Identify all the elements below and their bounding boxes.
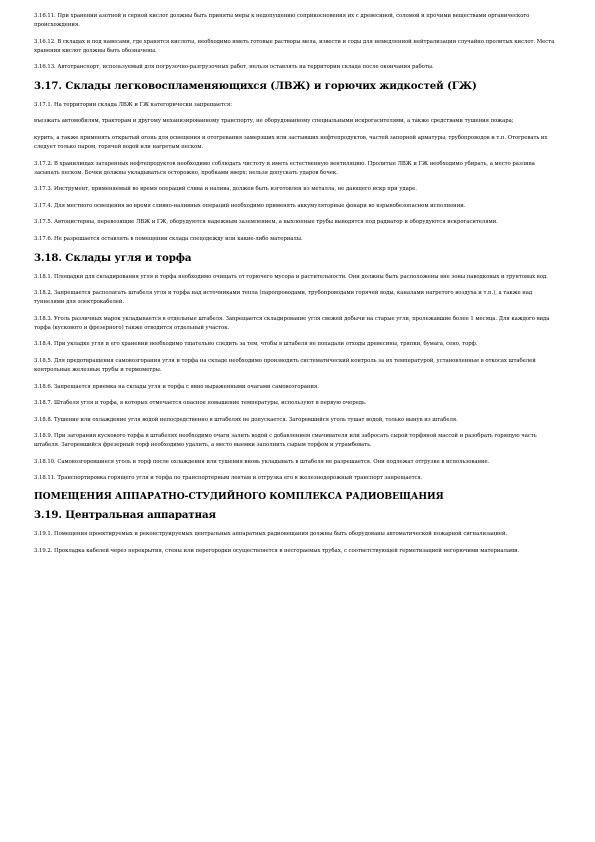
paragraph-3-19-2: 3.19.2. Прокладка кабелей через перекрытия, стены или перегородки осуществляется в несгораемых трубах, с соответствующей герметизацией негорючими материалами.	[34, 547, 520, 554]
paragraph-3-17-1-item-vehicles: въезжать автомобилям, тракторам и другому механизированному транспорту, не оборудованному специальными искрогасителями, а также средствами тушения пожара;	[34, 118, 514, 125]
paragraph-3-17-6: 3.17.6. Не разрешается оставлять в помещении склада спецодежду или какие-либо материалы.	[34, 235, 303, 242]
paragraph-3-17-4: 3.17.4. Для местного освещения во время сливно-наливных операций необходимо применять аккумуляторные фонари во взрывобезопасном исполнении.	[34, 202, 466, 209]
paragraph-3-18-11: 3.18.11. Транспортировка горящего угля и торфа по транспортерным лентам и отгрузка его в железнодорожный транспорт запрещается.	[34, 475, 423, 482]
chapter-heading-broadcasting: ПОМЕЩЕНИЯ АППАРАТНО-СТУДИЙНОГО КОМПЛЕКСА РАДИОВЕЩАНИЯ	[34, 491, 444, 503]
section-heading-3-18: 3.18. Склады угля и торфа	[34, 251, 192, 264]
paragraph-3-18-5: 3.18.5. Для предотвращения самовозгорания угля и торфа на складе необходимо производить систематический контроль за их температурой, установленные в откосах штабелей контрольные железные трубы и термометры.	[34, 357, 536, 373]
paragraph-3-18-10: 3.18.10. Самовозгоревшиеся уголь и торф после охлаждения или тушения вновь укладывать в штабеля не разрешается. Они подлежат отгрузке в использование.	[34, 458, 490, 465]
paragraph-3-18-1: 3.18.1. Площадки для складирования угля и торфа необходимо очищать от горючего мусора и растительности. Они должны быть расположены вне зоны паводковых и грунтовых вод.	[34, 273, 548, 280]
paragraph-3-17-1-item-smoking: курить, а также применять открытый огонь для освещения и отогревания замерзших или застывших нефтепродуктов, частей запорной арматуры, трубопроводов и т.п. Отогревать их следует только паром, горячей водой или нагретым песком.	[34, 134, 548, 150]
paragraph-3-18-3: 3.18.3. Уголь различных марок укладывается в отдельные штабеля. Запрещается складирование угля свежей добычи на старые угли, пролежавшие более 1 месяца. Для каждого вида торфа (кускового и фрезерного) также отводится отдельный участок.	[34, 315, 550, 331]
paragraph-3-16-11: 3.16.11. При хранении азотной и серной кислот должны быть приняты меры к недопущению соприкосновения их с древесиной, соломой и прочими веществами органического происхождения.	[34, 13, 530, 28]
paragraph-3-19-1: 3.19.1. Помещения проектируемых и реконструируемых центральных аппаратных радиовещания должны быть оборудованы автоматической пожарной сигнализацией.	[34, 531, 508, 538]
paragraph-3-16-12: 3.16.12. В складах и под навесами, где хранятся кислоты, необходимо иметь готовые растворы мела, извести и соды для немедленной нейтрализации случайно пролитых кислот. Места хранения кислот должны быть обозначены.	[34, 38, 555, 54]
paragraph-3-17-1: 3.17.1. На территории склада ЛВЖ и ГЖ категорически запрещается:	[34, 101, 232, 108]
paragraph-3-18-2: 3.18.2. Запрещается располагать штабеля угля и торфа над источниками тепла (паропроводами, трубопроводами горячей воды, каналами нагретого воздуха и т.п.), а также над туннелями для электрокабелей.	[34, 290, 533, 306]
paragraph-3-18-6: 3.18.6. Запрещается приемка на склады угля и торфа с явно выраженными очагами самовозгорания.	[34, 383, 319, 390]
paragraph-3-17-2: 3.17.2. В хранилищах затаренных нефтепродуктов необходимо соблюдать чистоту и иметь естественную вентиляцию. Пролитые ЛВЖ и ГЖ необходимо убирать, а место разлива засыпать песком. Бочки должны укладываться осторожно, пробками вверх; нельзя допускать ударов бочек.	[34, 160, 535, 176]
section-heading-3-17: 3.17. Склады легковоспламеняющихся (ЛВЖ) и горючих жидкостей (ГЖ)	[34, 79, 477, 92]
paragraph-3-17-5: 3.17.5. Автоцистерны, перевозящие ЛВЖ и ГЖ, оборудуются надежным заземлением, а выхлопные трубы выводятся под радиатор и оборудуются искрогасителями.	[34, 219, 498, 226]
paragraph-3-17-3: 3.17.3. Инструмент, применяемый во время операций слива и налива, должен быть изготовлен из металла, не дающего искр при ударе.	[34, 186, 417, 193]
paragraph-3-16-13: 3.16.13. Автотранспорт, используемый для погрузочно-разгрузочных работ, нельзя оставлять на территории склада после окончания работы.	[34, 64, 434, 71]
section-heading-3-19: 3.19. Центральная аппаратная	[34, 509, 216, 522]
paragraph-3-18-9: 3.18.9. При загорании кускового торфа в штабелях необходимо очаги залить водой с добавлением смачивателя или забросать сырой торфяной массой и разобрать горящую часть штабеля. Загоревшийся фрезерный торф необходимо удалить, а место выемки заполнить сырым торфом и утрамбовать.	[34, 433, 537, 449]
paragraph-3-18-8: 3.18.8. Тушение или охлаждение угля водой непосредственно в штабелях не допускается. Загоревшийся уголь тушат водой, только вынув из штабеля.	[34, 416, 458, 423]
paragraph-3-18-4: 3.18.4. При укладке угля и его хранении необходимо тщательно следить за тем, чтобы в штабеля не попадали отходы древесины, тряпки, бумага, сено, торф.	[34, 341, 478, 348]
paragraph-3-18-7: 3.18.7. Штабеля угля и торфа, в которых отмечается опасное повышение температуры, используют в первую очередь.	[34, 400, 367, 407]
